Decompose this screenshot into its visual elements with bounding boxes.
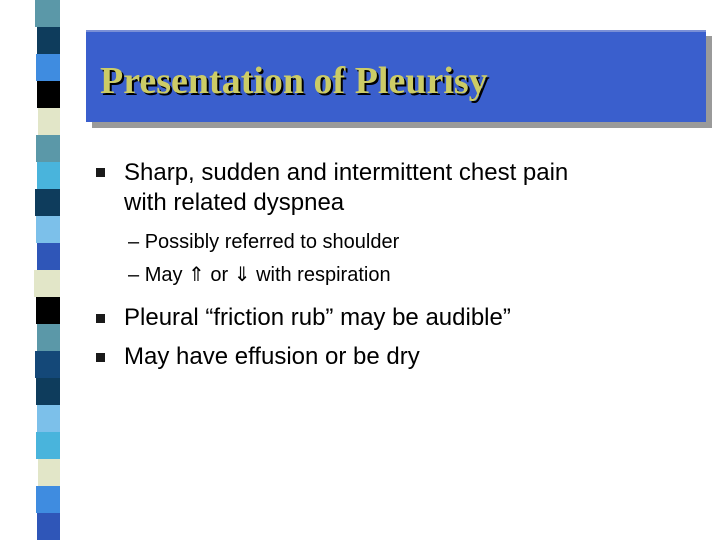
sub-bullet-text-before: May — [144, 264, 183, 286]
decorative-stripe-bar — [0, 0, 60, 540]
stripe-segment — [37, 405, 60, 432]
sub-bullet-connector: or — [210, 264, 229, 286]
stripe-segment — [36, 216, 60, 243]
stripe-segment — [35, 0, 60, 27]
stripe-segment — [35, 189, 60, 216]
down-arrow-icon: ⇓ — [233, 264, 251, 286]
stripe-segment — [38, 459, 60, 486]
stripe-segment — [36, 135, 60, 162]
sub-bullet-text: Possibly referred to shoulder — [144, 231, 400, 253]
stripe-segment — [34, 270, 60, 297]
bullet-text-2 — [124, 303, 511, 333]
stripe-segment — [37, 243, 60, 270]
square-bullet-icon — [96, 353, 105, 362]
bullet-2-line-1: Pleural “friction rub” may be audible” — [124, 304, 511, 331]
bullet-1-line-2: with related dyspnea — [124, 189, 345, 216]
sub-bullet-dash: – — [128, 231, 140, 253]
sub-bullet-dash: – — [128, 264, 140, 286]
bullet-text-3 — [124, 342, 420, 372]
stripe-segment — [37, 81, 60, 108]
square-bullet-icon — [96, 168, 105, 177]
bullet-1-line-1: Sharp, sudden and intermittent chest pain — [124, 159, 569, 186]
title-banner — [86, 30, 706, 122]
stripe-segment — [37, 513, 60, 540]
stripe-segment — [36, 297, 60, 324]
stripe-segment — [37, 27, 60, 54]
stripe-segment — [37, 162, 60, 189]
sub-bullet-2 — [128, 263, 391, 287]
sub-bullet-text-after: with respiration — [256, 264, 391, 286]
stripe-segment — [38, 108, 60, 135]
stripe-segment — [36, 54, 60, 81]
square-bullet-icon — [96, 314, 105, 323]
stripe-segment — [36, 432, 60, 459]
stripe-segment — [35, 351, 60, 378]
bullet-3-line-1: May have effusion or be dry — [124, 343, 420, 370]
bullet-text-1 — [124, 158, 568, 218]
stripe-segment — [36, 378, 60, 405]
up-arrow-icon: ⇑ — [188, 264, 205, 286]
stripe-segment — [37, 324, 60, 351]
stripe-segment — [36, 486, 60, 513]
slide-title: Presentation of Pleurisy — [100, 60, 488, 102]
sub-bullet-1 — [128, 230, 399, 254]
